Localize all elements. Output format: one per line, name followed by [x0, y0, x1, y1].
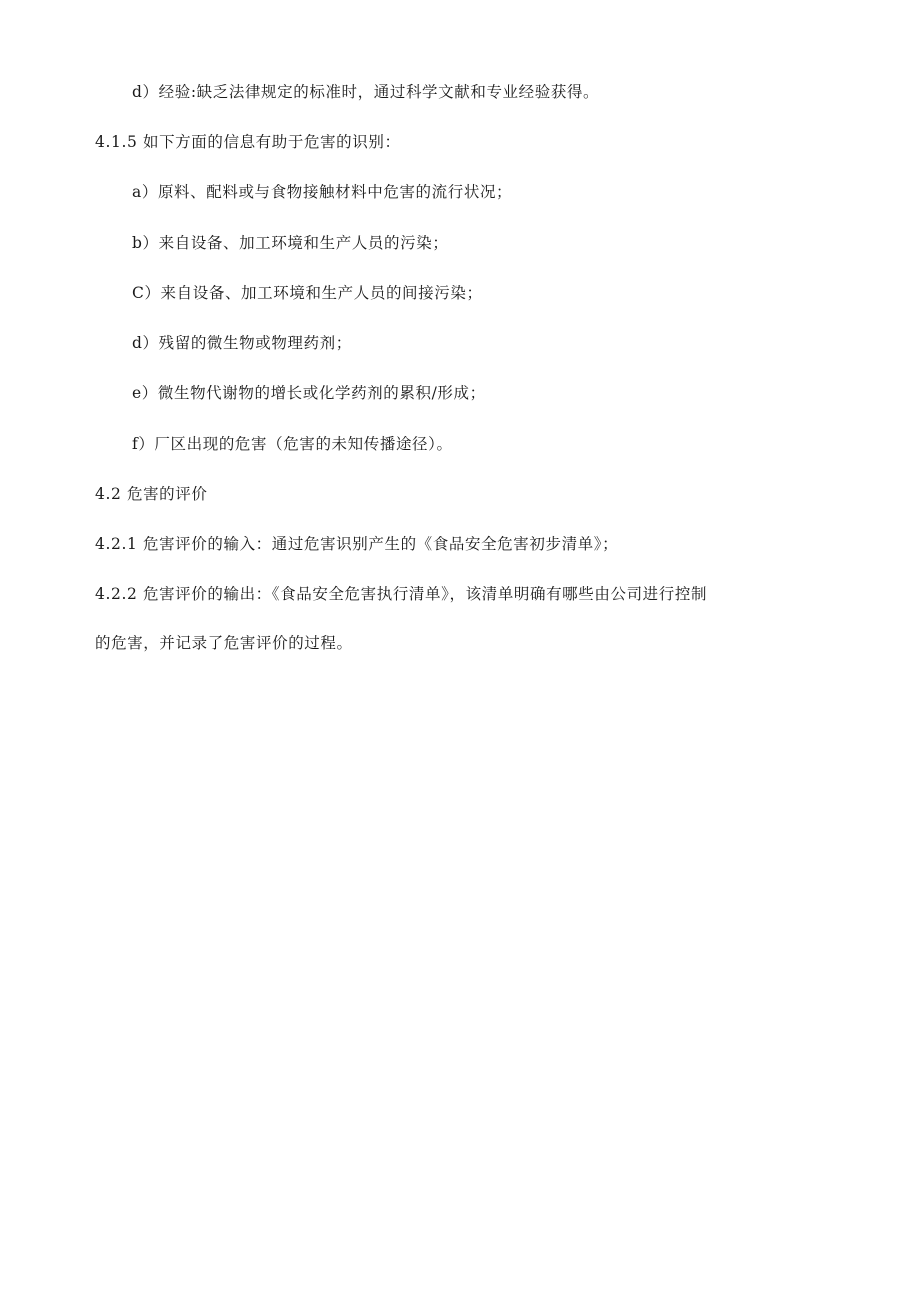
list-item-f-plant-hazards: f）厂区出现的危害（危害的未知传播途径）。: [132, 435, 453, 453]
paragraph-4-2-2: 4.2.2 危害评价的输出：《食品安全危害执行清单》，该清单明确有哪些由公司进行控制: [95, 585, 708, 603]
list-item-c-indirect: C）来自设备、加工环境和生产人员的间接污染；: [132, 284, 483, 302]
list-item-d-residual: d）残留的微生物或物理药剂；: [132, 334, 352, 352]
paragraph-4-2-2-continued: 的危害，并记录了危害评价的过程。: [95, 634, 353, 652]
list-item-a-raw-materials: a）原料、配料或与食物接触材料中危害的流行状况；: [132, 183, 513, 201]
paragraph-4-2-1: 4.2.1 危害评价的输入：通过危害识别产生的《食品安全危害初步清单》；: [95, 535, 619, 553]
list-item-e-metabolites: e）微生物代谢物的增长或化学药剂的累积/形成；: [132, 384, 486, 402]
section-heading-4-2: 4.2 危害的评价: [95, 485, 208, 503]
list-item-b-contamination: b）来自设备、加工环境和生产人员的污染；: [132, 234, 449, 252]
section-heading-4-1-5: 4.1.5 如下方面的信息有助于危害的识别：: [95, 133, 401, 151]
list-item-d-experience: d）经验:缺乏法律规定的标准时，通过科学文献和专业经验获得。: [132, 83, 600, 101]
